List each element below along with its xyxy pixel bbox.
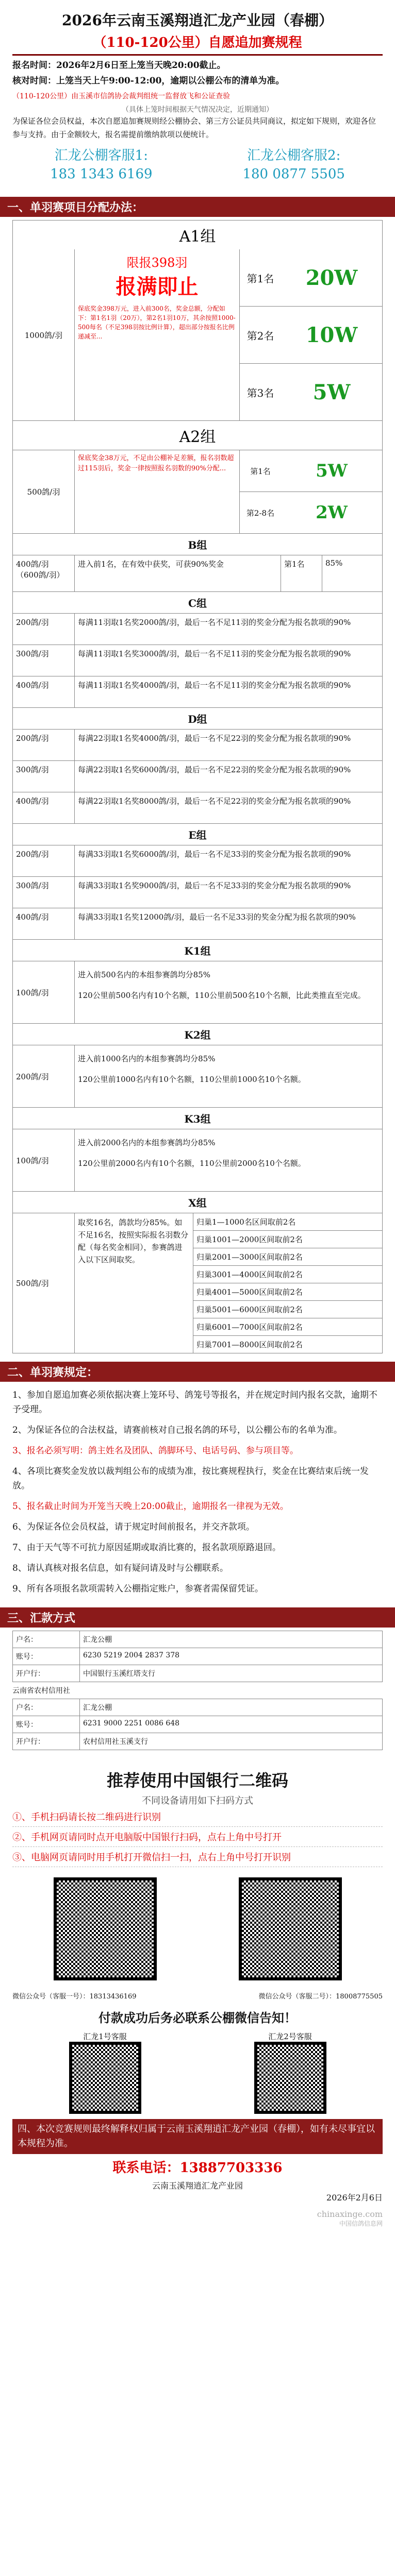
- group-a1-full: 报满即止: [116, 275, 199, 299]
- rank-prize: 2W: [316, 502, 348, 523]
- group-x-item: 归巢2001—3000区间取前2名: [193, 1248, 382, 1266]
- section-1-title: 一、单羽赛项目分配办法：: [0, 197, 395, 217]
- section-3-title: 三、汇款方式: [0, 1607, 395, 1628]
- bank-table-2: [12, 1699, 383, 1750]
- qr-title: 推荐使用中国银行二维码: [106, 1771, 288, 1790]
- group-e-price: 400鸽/羽: [13, 908, 75, 939]
- customer-2-qr-icon[interactable]: [254, 2042, 326, 2114]
- contact-1-label: 汇龙公棚客服1:: [54, 148, 148, 163]
- bank-row: [13, 1699, 382, 1716]
- group-k1-name: K1组: [13, 939, 382, 961]
- customer-2: [254, 2031, 326, 2114]
- group-a2-price: 500鸽/羽: [13, 450, 75, 533]
- group-c-text: 每满11羽取1名奖4000鸽/羽，最后一名不足11羽的奖金分配为报名款项的90%: [78, 681, 351, 690]
- group-k1-line: 120公里前500名内有10个名额，110公里前500名10个名额，比此类推直至完成。: [78, 991, 366, 1000]
- contact-2: [205, 146, 383, 183]
- bank-key: 开户行：: [13, 1733, 80, 1750]
- qr-section: [0, 1755, 395, 2233]
- watermark-sub: 中国信鸽信息网: [339, 2220, 383, 2227]
- group-x-item: 归巢7001—8000区间取前2名: [196, 1340, 303, 1349]
- group-d-price: 300鸽/羽: [13, 761, 75, 792]
- group-k3-text: [75, 1129, 382, 1191]
- group-e-row: [13, 845, 382, 876]
- qr-code-2-icon[interactable]: [239, 1877, 342, 1980]
- intro-text: 为保证各位会员权益，本次自愿追加赛规则经公棚协会、第三方公证员共同商议，拟定如下规则，欢迎各位参与支持。由于金额较大，报名需提前缴纳款项以便统计。: [12, 116, 376, 139]
- group-d-price: 400鸽/羽: [13, 792, 75, 823]
- group-x-price: 500鸽/羽: [13, 1213, 75, 1353]
- bank-key: 户名：: [13, 1631, 80, 1648]
- bank-key: 账号：: [13, 1648, 80, 1665]
- rank-row: [240, 450, 382, 492]
- group-c-row: [13, 613, 382, 645]
- group-c-row: [13, 645, 382, 676]
- group-b-price: 400鸽/羽（600鸽/羽）: [13, 555, 75, 591]
- page-title: 2026年云南玉溪翔逍汇龙产业园（春棚）: [62, 12, 333, 29]
- watermark: chinaxinge.com: [317, 2209, 383, 2219]
- group-x-items: [193, 1213, 382, 1353]
- group-x-item: 归巢6001—7000区间取前2名: [193, 1318, 382, 1336]
- group-a2-row: [13, 450, 382, 533]
- rank-label: 第1名: [246, 272, 274, 285]
- group-e-price: 200鸽/羽: [13, 845, 75, 876]
- group-k1-row: [13, 961, 382, 1023]
- rank-prize: 20W: [305, 265, 358, 290]
- group-e-row: [13, 876, 382, 908]
- group-a1-limit: 限报398羽: [126, 256, 188, 270]
- group-k1-line: 进入前500名内的本组参赛鸽均分85%: [78, 970, 210, 979]
- group-x-item: 归巢1—1000名区间取前2名: [193, 1213, 382, 1231]
- group-c-name: C组: [13, 591, 382, 613]
- group-x-name: X组: [13, 1191, 382, 1213]
- rank-row: [240, 492, 382, 533]
- group-x-row: [13, 1213, 382, 1353]
- group-a1-name: A1组: [179, 228, 216, 246]
- group-e-text: 每满33羽取1名奖12000鸽/羽，最后一名不足33羽的奖金分配为报名款项的90%: [78, 912, 356, 922]
- page-subtitle: （110-120公里）自愿追加赛规程: [93, 35, 302, 50]
- group-x-desc: 取奖16名，鸽款均分85%。如不足16名，按照实际报名羽数分配（每名奖金相同），参赛鸽进入以下区间取奖。: [75, 1213, 193, 1353]
- group-c-price: 400鸽/羽: [13, 676, 75, 707]
- group-x-item: 归巢5001—6000区间取前2名: [193, 1301, 382, 1318]
- disclaimer: 四、本次竞赛规则最终解释权归属于云南玉溪翔逍汇龙产业园（春棚），如有未尽事宜以本规程为准。: [12, 2119, 383, 2154]
- customer-qr: [12, 2031, 383, 2114]
- rule-item: 3、报名必须写明：鸽主姓名及团队、鸽脚环号、电话号码、参与项目等。: [12, 1446, 299, 1456]
- rank-prize: 10W: [305, 323, 358, 347]
- customer-1-label: 汇龙1号客服: [83, 2032, 127, 2041]
- group-e-name: E组: [13, 823, 382, 845]
- customer-1-qr-icon[interactable]: [69, 2042, 141, 2114]
- rule-item: 2、为保证各位的合法权益，请赛前核对自己报名鸽的环号，以公棚公布的名单为准。: [12, 1425, 342, 1435]
- group-a1-row: [13, 249, 382, 420]
- divider: [12, 54, 383, 56]
- group-c-price: 300鸽/羽: [13, 645, 75, 676]
- rank-row: [240, 307, 382, 364]
- group-d-price: 200鸽/羽: [13, 730, 75, 760]
- group-c-text: 每满11羽取1名奖2000鸽/羽，最后一名不足11羽的奖金分配为报名款项的90%: [78, 618, 351, 627]
- bank-value[interactable]: 6230 5219 2004 2837 378: [83, 1651, 180, 1659]
- bank-table-1: [12, 1631, 383, 1682]
- group-x-item: 归巢3001—4000区间取前2名: [193, 1266, 382, 1283]
- bank-row: [13, 1716, 382, 1733]
- groups: [0, 220, 395, 1359]
- bank-key: 开户行：: [13, 1665, 80, 1682]
- bank-row: [13, 1631, 382, 1648]
- rank-row: [240, 364, 382, 420]
- rule-item: 9、所有各项报名款项需转入公棚指定账户，参赛者需保留凭证。: [12, 1584, 264, 1594]
- rank-prize: 5W: [316, 461, 348, 481]
- group-k3-price: 100鸽/羽: [13, 1129, 75, 1191]
- wechat-2: 微信公众号（客服二号）：18008775505: [258, 1993, 383, 2001]
- group-d-text: 每满22羽取1名奖8000鸽/羽，最后一名不足22羽的奖金分配为报名款项的90%: [78, 796, 351, 806]
- verify-text: 核对时间：上笼当天上午9:00-12:00，逾期以公棚公布的清单为准。: [12, 76, 285, 86]
- bank-value: 汇龙公棚: [83, 1636, 112, 1644]
- group-k2-row: [13, 1045, 382, 1107]
- group-d-name: D组: [13, 707, 382, 729]
- group-e-row: [13, 908, 382, 939]
- group-a2-desc: 保底奖金38万元，不足由公棚补足差额，报名羽数超过115羽后，奖金一律按照报名羽数的90%分配...: [75, 450, 240, 533]
- contact-block: [12, 146, 383, 183]
- group-table: [12, 220, 383, 1353]
- group-a2-name: A2组: [13, 420, 382, 450]
- rank-label: 第1名: [250, 466, 271, 476]
- rank-label: 第3名: [246, 386, 274, 399]
- bank-row: [13, 1648, 382, 1665]
- group-a2-ranks: [240, 450, 382, 533]
- bank-value[interactable]: 6231 9000 2251 0086 648: [83, 1719, 180, 1727]
- group-c-price: 200鸽/羽: [13, 614, 75, 645]
- bank-value: 农村信用社玉溪支行: [83, 1738, 148, 1746]
- qr-step: ②、手机网页请同时点开电脑版中国银行扫码，点右上角中号打开: [12, 1827, 383, 1847]
- bank-value: 汇龙公棚: [83, 1704, 112, 1712]
- bank-row: [13, 1733, 382, 1750]
- group-x-item: 归巢4001—5000区间取前2名: [193, 1283, 382, 1301]
- rule-item: 5、报名截止时间为开笼当天晚上20:00截止，逾期报名一律视为无效。: [12, 1501, 289, 1512]
- group-b-right: 85%: [325, 558, 343, 568]
- bank-value: 中国银行玉溪红塔支行: [83, 1670, 155, 1678]
- header: [0, 0, 395, 194]
- contact-1: [12, 146, 190, 183]
- group-k3-line: 进入前2000名内的本组参赛鸽均分85%: [78, 1138, 216, 1147]
- wechat-1: 微信公众号（客服一号）：18313436169: [12, 1993, 137, 2001]
- group-k2-text: [75, 1045, 382, 1107]
- group-k2-name: K2组: [13, 1023, 382, 1045]
- footer-org: 云南玉溪翔逍汇龙产业园: [152, 2181, 243, 2191]
- rank-label: 第2名: [246, 329, 274, 342]
- group-e-price: 300鸽/羽: [13, 877, 75, 908]
- group-a1-main: [75, 249, 240, 420]
- rank-row: [240, 249, 382, 307]
- bank-row: [13, 1665, 382, 1682]
- customer-1: [69, 2031, 141, 2114]
- rule-item: 4、各项比赛奖金发放以裁判组公布的成绩为准，按比赛规程执行，奖金在比赛结束后统一发放。: [12, 1466, 369, 1491]
- rank-prize: 5W: [312, 380, 351, 404]
- customer-2-label: 汇龙2号客服: [268, 2032, 312, 2041]
- group-k2-price: 200鸽/羽: [13, 1045, 75, 1107]
- group-k3-name: K3组: [13, 1107, 382, 1129]
- bank-2-title: 云南省农村信用社: [12, 1687, 70, 1695]
- group-b-mid: 第1名: [281, 555, 322, 591]
- qr-step: ①、手机扫码请长按二维码进行识别: [12, 1807, 383, 1827]
- qr-step: ③、电脑网页请同时用手机打开微信扫一扫，点右上角中号打开识别: [12, 1847, 383, 1867]
- group-e-text: 每满33羽取1名奖9000鸽/羽，最后一名不足33羽的奖金分配为报名款项的90%: [78, 881, 351, 890]
- qr-codes: [12, 1877, 383, 1980]
- section-2-title: 二、单羽赛规定：: [0, 1362, 395, 1382]
- group-k2-line: 120公里前1000名内有10个名额，110公里前1000名10个名额。: [78, 1075, 306, 1084]
- group-e-text: 每满33羽取1名奖6000鸽/羽，最后一名不足33羽的奖金分配为报名款项的90%: [78, 850, 351, 859]
- group-d-text: 每满22羽取1名奖4000鸽/羽，最后一名不足22羽的奖金分配为报名款项的90%: [78, 734, 351, 743]
- rank-label: 第2-8名: [246, 508, 275, 518]
- rule-item: 8、请认真核对报名信息，如有疑问请及时与公棚联系。: [12, 1563, 228, 1573]
- group-a1-ranks: [240, 249, 382, 420]
- rule-item: 7、由于天气等不可抗力原因延期或取消比赛的，报名款项原路退回。: [12, 1543, 281, 1553]
- group-c-text: 每满11羽取1名奖3000鸽/羽，最后一名不足11羽的奖金分配为报名款项的90%: [78, 649, 351, 658]
- group-d-row: [13, 729, 382, 760]
- deadline-text: 报名时间：2026年2月6日至上笼当天晚20:00截止。: [12, 60, 226, 71]
- bank-key: 户名：: [13, 1699, 80, 1716]
- bank-key: 账号：: [13, 1716, 80, 1733]
- qr-code-1-icon[interactable]: [54, 1877, 157, 1980]
- group-d-text: 每满22羽取1名奖6000鸽/羽，最后一名不足22羽的奖金分配为报名款项的90%: [78, 765, 351, 774]
- group-b-text: 进入前1名，在有效中获奖，可获90%奖金: [75, 555, 281, 591]
- pay-title: 付款成功后务必联系公棚微信告知！: [98, 2010, 297, 2025]
- contact-2-phone[interactable]: 180 0877 5505: [242, 166, 345, 182]
- footer-date: 2026年2月6日: [326, 2193, 383, 2202]
- group-k3-row: [13, 1129, 382, 1191]
- group-b-row: [13, 555, 382, 591]
- group-k2-line: 进入前1000名内的本组参赛鸽均分85%: [78, 1054, 216, 1063]
- group-k1-price: 100鸽/羽: [13, 961, 75, 1023]
- rule-item: 1、参加自愿追加赛必须依据决赛上笼环号、鸽笼号等报名，并在规定时间内报名交款，逾期不予受理。: [12, 1390, 377, 1415]
- group-b-name: B组: [13, 533, 382, 555]
- contact-line[interactable]: 联系电话：13887703336: [112, 2160, 283, 2176]
- wechat-lines: [12, 1991, 383, 2001]
- rule-item: 6、为保证各位会员权益，请于规定时间前报名，并交齐款项。: [12, 1522, 255, 1532]
- note-text: （110-120公里）由玉溪市信鸽协会裁判组统一监督放飞和公证查验: [12, 92, 231, 100]
- group-k1-text: [75, 961, 382, 1023]
- group-x-item: 归巢1001—2000区间取前2名: [193, 1231, 382, 1248]
- group-d-row: [13, 792, 382, 823]
- contact-2-label: 汇龙公棚客服2:: [247, 148, 341, 163]
- group-d-row: [13, 760, 382, 792]
- contact-1-phone[interactable]: 183 1343 6169: [50, 166, 153, 182]
- bank-section: [0, 1631, 395, 1755]
- qr-subtitle: 不同设备请用如下扫码方式: [142, 1795, 253, 1806]
- group-c-row: [13, 676, 382, 707]
- small-note: （具体上笼时间根据天气情况决定，近期通知）: [122, 106, 273, 114]
- group-k3-line: 120公里前2000名内有10个名额，110公里前2000名10个名额。: [78, 1159, 306, 1168]
- group-a1-price: 1000鸽/羽: [13, 249, 75, 420]
- rules: [0, 1385, 395, 1604]
- group-a1-desc: 保底奖金398万元，进入前300名，奖金总额，分配如下：第1名1羽（20万），第2名1羽10万，其余按照1000-500每名（不足398羽按比例计算），超出部分按报名比例递减至...: [78, 305, 236, 340]
